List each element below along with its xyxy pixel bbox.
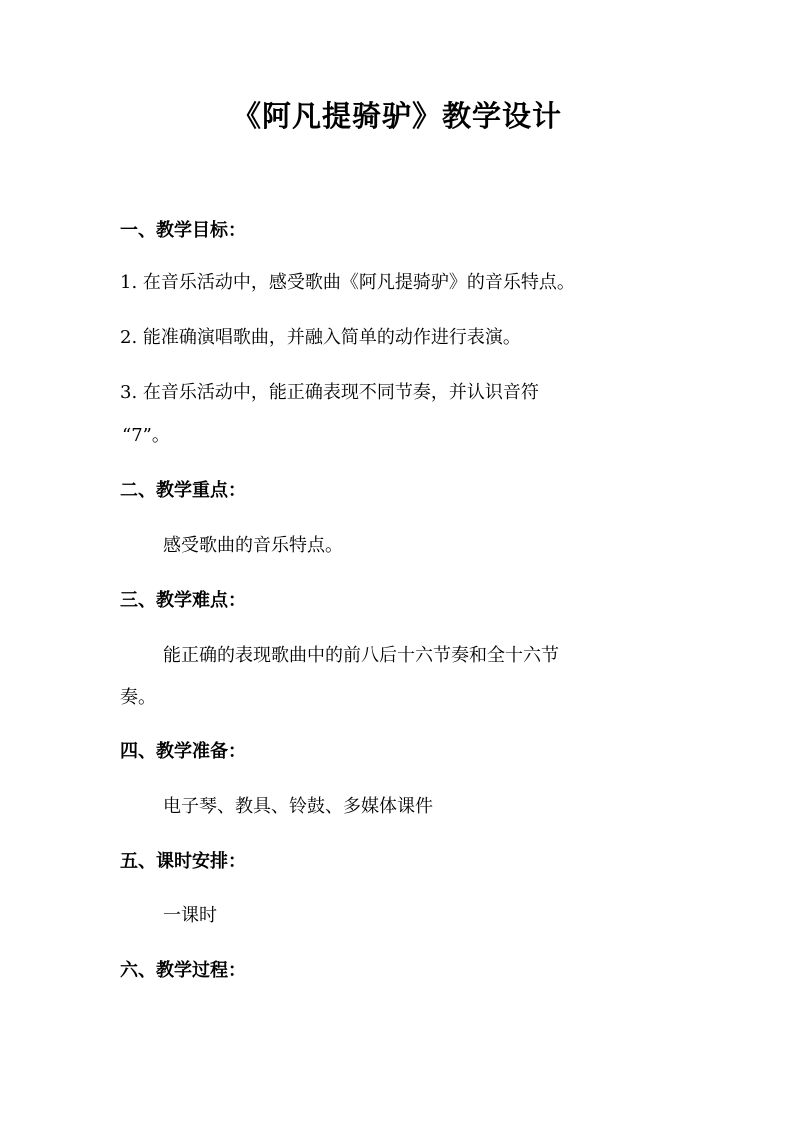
key-point-text: 感受歌曲的音乐特点。 (163, 535, 343, 556)
objective-item-2: 2. 能准确演唱歌曲，并融入简单的动作进行表演。 (120, 327, 521, 348)
section-heading-preparation: 四、教学准备： (120, 741, 246, 762)
section-heading-objectives: 一、教学目标： (120, 220, 246, 241)
document-title: 《阿凡提骑驴》教学设计 (231, 99, 562, 133)
objective-item-3-continuation: “7”。 (122, 425, 170, 446)
section-heading-key-points: 二、教学重点： (120, 480, 246, 501)
schedule-text: 一课时 (163, 905, 217, 926)
objective-item-3: 3. 在音乐活动中，能正确表现不同节奏，并认识音符 (120, 382, 539, 403)
preparation-text: 电子琴、教具、铃鼓、多媒体课件 (163, 796, 433, 817)
difficulty-text-continuation: 奏。 (120, 687, 156, 708)
section-heading-process: 六、教学过程： (120, 960, 246, 981)
section-heading-difficulties: 三、教学难点： (120, 590, 246, 611)
section-heading-schedule: 五、课时安排： (120, 851, 246, 872)
objective-item-1: 1. 在音乐活动中，感受歌曲《阿凡提骑驴》的音乐特点。 (120, 272, 575, 293)
difficulty-text: 能正确的表现歌曲中的前八后十六节奏和全十六节 (163, 645, 559, 666)
